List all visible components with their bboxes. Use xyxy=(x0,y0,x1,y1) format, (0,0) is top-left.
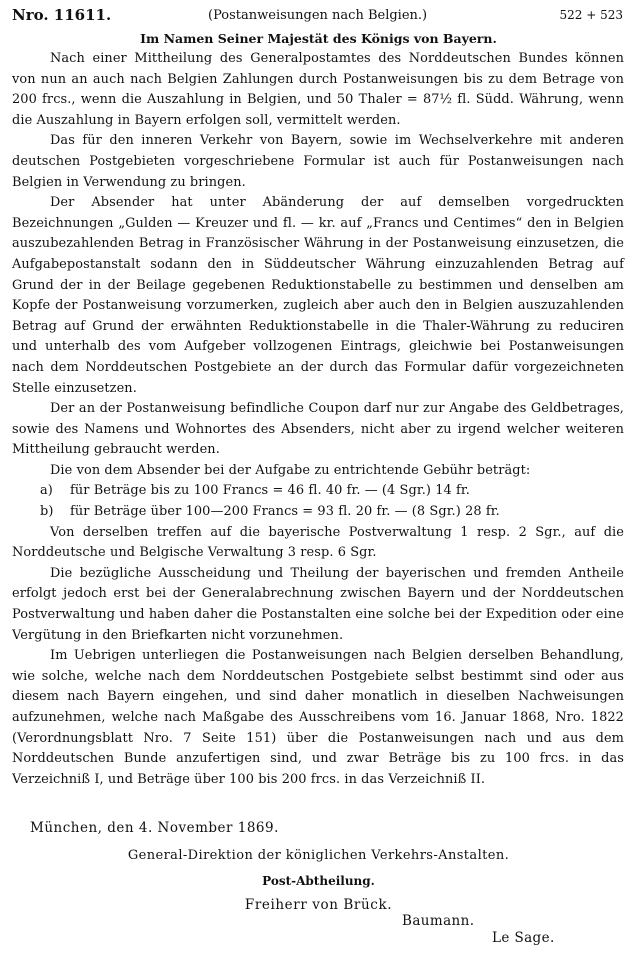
department-name: Post-Abtheilung. xyxy=(262,874,375,888)
document-body xyxy=(12,49,624,790)
clerk-name: Le Sage. xyxy=(492,930,555,946)
paragraph: Die von dem Absender bei der Aufgabe zu entrichtende Gebühr beträgt: xyxy=(50,462,531,478)
issue-date: München, den 4. November 1869. xyxy=(30,820,279,836)
fee-item-label: a) xyxy=(40,483,53,499)
paragraph: Der Absender hat unter Abänderung der auf demselben vorgedruckten Bezeichnungen „Gulden — Kreuzer und fl. — kr. auf „Francs und Centimes“ den in Belgien auszubezahlenden Betrag in Französischer Währung in der Postanweisung einzusetzen, die Aufgabepostanstalt sodann den in Süddeutscher Währung einzuzahlenden Betrag auf Grund der in der Beilage gegebenen Reduktionstabelle zu bestimmen und denselben am Kopfe der Postanweisung vorzumerken, zugleich aber auch den in Belgien auszuzahlenden Betrag auf Grund der erwähnten Reduktionstabelle in die Thaler-Währung zu reduciren und unterhalb des vom Aufgeber vollzogenen Eintrags, gleichwie bei Postanweisungen nach dem Norddeutschen Postgebiete an der durch das Formular dafür vorgezeichneten Stelle einzusetzen. xyxy=(12,195,624,396)
paragraph: Von derselben treffen auf die bayerische Postverwaltung 1 resp. 2 Sgr., auf die Norddeutsche und Belgische Verwaltung 3 resp. 6 Sgr. xyxy=(12,524,624,561)
countersignatory-name: Baumann. xyxy=(402,913,475,929)
paragraph: Das für den inneren Verkehr von Bayern, sowie im Wechselverkehre mit anderen deutschen Postgebieten vorgeschriebene Formular ist auch für Postanweisungen nach Belgien in Verwendung zu bringen. xyxy=(12,133,624,190)
paragraph: Im Uebrigen unterliegen die Postanweisungen nach Belgien derselben Behandlung, wie solche, welche nach dem Norddeutschen Postgebiete selbst bestimmt sind oder aus diesem nach Bayern eingehen, und sind daher monatlich in dieselben Nachweisungen aufzunehmen, welche nach Maßgabe des Ausschreibens vom 16. Januar 1868, Nro. 1822 (Verordnungsblatt Nro. 7 Seite 151) über die Postanweisungen nach und aus dem Norddeutschen Bunde anzufertigen sind, und zwar Beträge bis zu 100 frcs. in das Verzeichniß I, und Beträge über 100 bis 200 frcs. in das Verzeichniß II. xyxy=(12,648,624,787)
document-subject: (Postanweisungen nach Belgien.) xyxy=(208,8,428,23)
paragraph: Die bezügliche Ausscheidung und Theilung der bayerischen und fremden Antheile erfolgt jedoch erst bei der Generalabrechnung zwischen Bayern und der Norddeutschen Postverwaltung und haben daher die Postanstalten eine solche bei der Expedition oder eine Vergütung in den Briefkarten nicht vorzunehmen. xyxy=(12,565,624,643)
fee-item-text: für Beträge bis zu 100 Francs = 46 fl. 40 fr. — (4 Sgr.) 14 fr. xyxy=(70,483,470,499)
document-title: Im Namen Seiner Majestät des Königs von Bayern. xyxy=(140,31,497,46)
fee-item xyxy=(12,502,624,523)
page-header xyxy=(12,6,625,26)
fee-item xyxy=(12,481,624,502)
fee-item-label: b) xyxy=(40,504,54,520)
paragraph: Der an der Postanweisung befindliche Coupon darf nur zur Angabe des Geldbetrages, sowie des Namens und Wohnortes des Absenders, nicht aber zu irgend welcher weiteren Mittheilung gebraucht werden. xyxy=(12,401,624,458)
signatory-name: Freiherr von Brück. xyxy=(244,897,393,913)
issuing-authority: General-Direktion der königlichen Verkehrs-Anstalten. xyxy=(127,848,510,863)
page-reference: 522 + 523 xyxy=(559,8,623,22)
paragraph: Nach einer Mittheilung des Generalpostamtes des Norddeutschen Bundes können von nun an auch nach Belgien Zahlungen durch Postanweisungen bis zu dem Betrage von 200 frcs., wenn die Auszahlung in Belgien, und 50 Thaler = 87½ fl. Südd. Währung, wenn die Auszahlung in Bayern erfolgen soll, vermittelt werden. xyxy=(12,51,624,128)
document-number: Nro. 11611. xyxy=(12,6,112,24)
fee-item-text: für Beträge über 100—200 Francs = 93 fl. 20 fr. — (8 Sgr.) 28 fr. xyxy=(70,504,500,520)
